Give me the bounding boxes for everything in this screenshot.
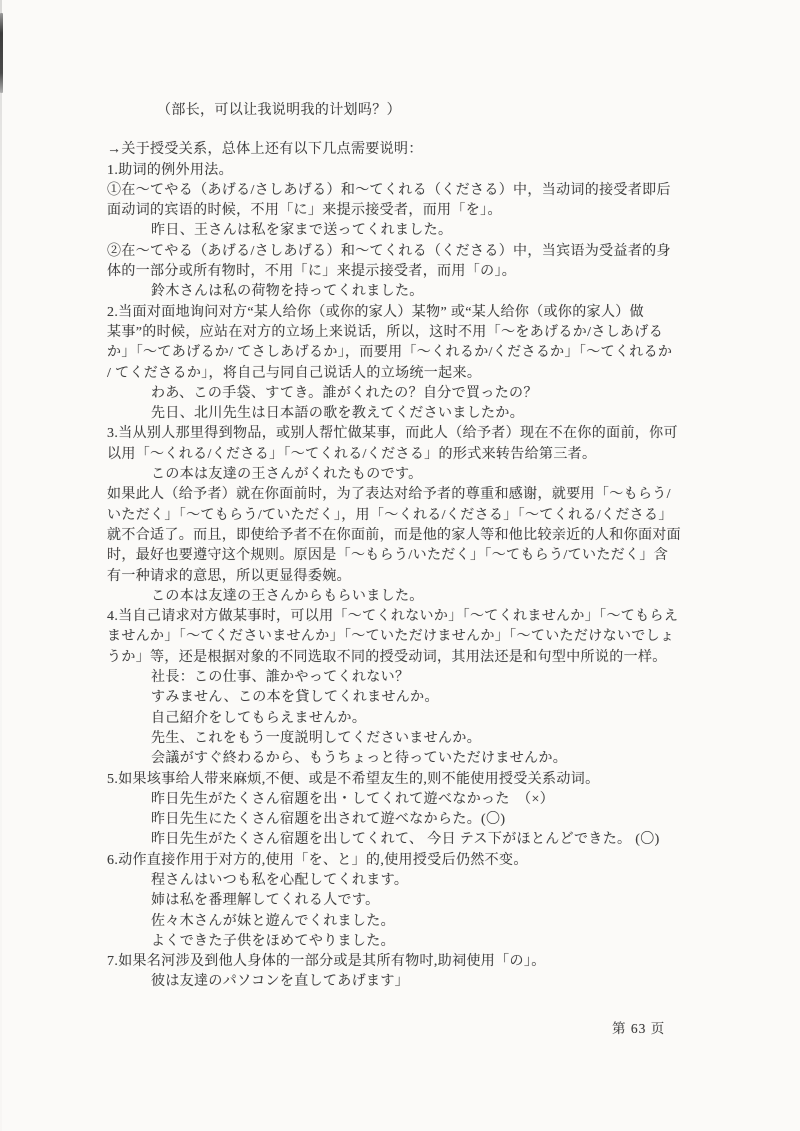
text-line: 先生、これをもう一度説明してくださいませんか。 (151, 730, 482, 746)
text-line: →关于授受关系，总体上还有以下几点需要说明： (107, 142, 423, 158)
text-line: すみません、この本を貸してくれませんか。 (151, 690, 439, 706)
text-line: 自己紹介をしてもらえませんか。 (151, 710, 367, 726)
scan-edge-artifact (0, 13, 3, 93)
text-line: 某事”的时候，应站在对方的立场上来说话，所以，这时不用「～をあげるか/さしあげる (107, 324, 664, 340)
text-line: いただく」「～てもらう/ていただく」，用「～くれる/くださる」「～てくれる/くださる」 (107, 507, 673, 523)
text-line: 姉は私を番理解してくれる人です。 (151, 893, 380, 909)
text-line: 佐々木さんが妹と遊んでくれました。 (151, 913, 395, 929)
text-line: 3.当从别人那里得到物品，或别人帮忙做某事，而此人（给予者）现在不在你的面前，你可 (107, 426, 678, 442)
text-line: 如果此人（给予者）就在你面前时，为了表达对给予者的尊重和感谢，就要用「～もらう/ (107, 487, 671, 503)
scan-left-edge-shading (0, 0, 2, 1131)
text-line: 会議がすぐ終わるから、もうちょっと待っていただけませんか。 (151, 751, 568, 767)
text-line: うか」等，还是根据对象的不同选取不同的授受动词，其用法还是和句型中所说的一样。 (107, 649, 667, 665)
text-line: 5.如果垓事给人带来麻烦,不便、或是不希望友生的,则不能使用授受关系动词。 (107, 771, 600, 787)
text-line: 社長：この仕事、誰かやってくれない？ (151, 670, 410, 686)
text-line: （部长，可以让我说明我的计划吗？） (157, 103, 401, 118)
text-line: 6.动作直接作用于对方的,使用「を、と」的,使用授受后仍然不变。 (107, 852, 528, 868)
text-line: 4.当自己请求对方做某事时，可以用「～てくれないか」「～てくれませんか」「～てもらえ (107, 609, 679, 625)
text-line: この本は友達の王さんからもらいました。 (151, 588, 424, 604)
text-line: この本は友達の王さんがくれたものです。 (151, 467, 423, 483)
text-line: よくできた子供をほめてやりました。 (151, 933, 395, 949)
text-line: 昨日、王さんは私を家まで送ってくれました。 (151, 223, 453, 239)
text-line: / てくださるか」，将自己与同自己说话人的立场统一起来。 (107, 365, 482, 381)
text-line: ②在～てやる（あげる/さしあげる）和～てくれる（くださる）中，当宾语为受益者的身 (107, 243, 671, 259)
text-line: 昨日先生がたくさん宿題を出・してくれて遊べなかった （×） (151, 791, 555, 807)
text-line: ませんか」「～てくださいませんか」「～ていただけませんか」「～ていただけないでしょ (107, 629, 675, 645)
text-line: 程さんはいつも私を心配してくれます。 (151, 872, 409, 888)
text-line: 体的一部分或所有物时，不用「に」来提示接受者，而用「の」。 (107, 264, 517, 280)
text-line: 1.助词的例外用法。 (107, 162, 233, 178)
text-line: ①在～てやる（あげる/さしあげる）和～てくれる（くださる）中，当动词的接受者即后 (107, 182, 671, 198)
text-line: 昨日先生にたくさん宿題を出されて遊べなからた。(〇) (151, 812, 506, 828)
text-line: 就不合适了。而且，即使给予者不在你面前，而是他的家人等和他比较亲近的人和你面对面 (107, 527, 681, 543)
text-line: 7.如果名河涉及到他人身体的一部分或是其所有物吋,助祠使用「の」。 (107, 954, 546, 970)
text-line: 时，最好也要遵守这个规则。原因是「～もらう/いただく」「～てもらう/ていただく」含 (107, 548, 669, 564)
text-line: 以用「～くれる/くださる」「～てくれる/くださる」的形式来转告给第三者。 (107, 446, 597, 462)
text-line: 2.当面对面地询问对方“某人给你（或你的家人）某物” 或“某人给你（或你的家人）做 (107, 304, 644, 320)
text-line: 鈴木さんは私の荷物を持ってくれました。 (151, 284, 424, 300)
text-line: 昨日先生がたくさん宿題を出してくれて、 今日 テス下がほとんどできた。 (〇) (151, 832, 660, 848)
text-line: わあ、この手袋、すてき。誰がくれたの？自分で買ったの？ (151, 385, 538, 401)
text-line: 先日、北川先生は日本語の歌を教えてくださいましたか。 (151, 406, 525, 422)
text-line: 面动词的宾语的时候，不用「に」来提示接受者，而用「を」。 (107, 203, 502, 219)
text-line: か」「～てあげるか/ てさしあげるか」，而要用「～くれるか/くださるか」「～てくれるか (107, 345, 673, 361)
document-body-text (107, 101, 747, 993)
text-line: 有一种请求的意思，所以更显得委婉。 (107, 568, 351, 584)
page-number: 第 63 页 (612, 1021, 666, 1036)
text-line: 彼は友達のパソコンを直してあげます」 (151, 974, 410, 990)
